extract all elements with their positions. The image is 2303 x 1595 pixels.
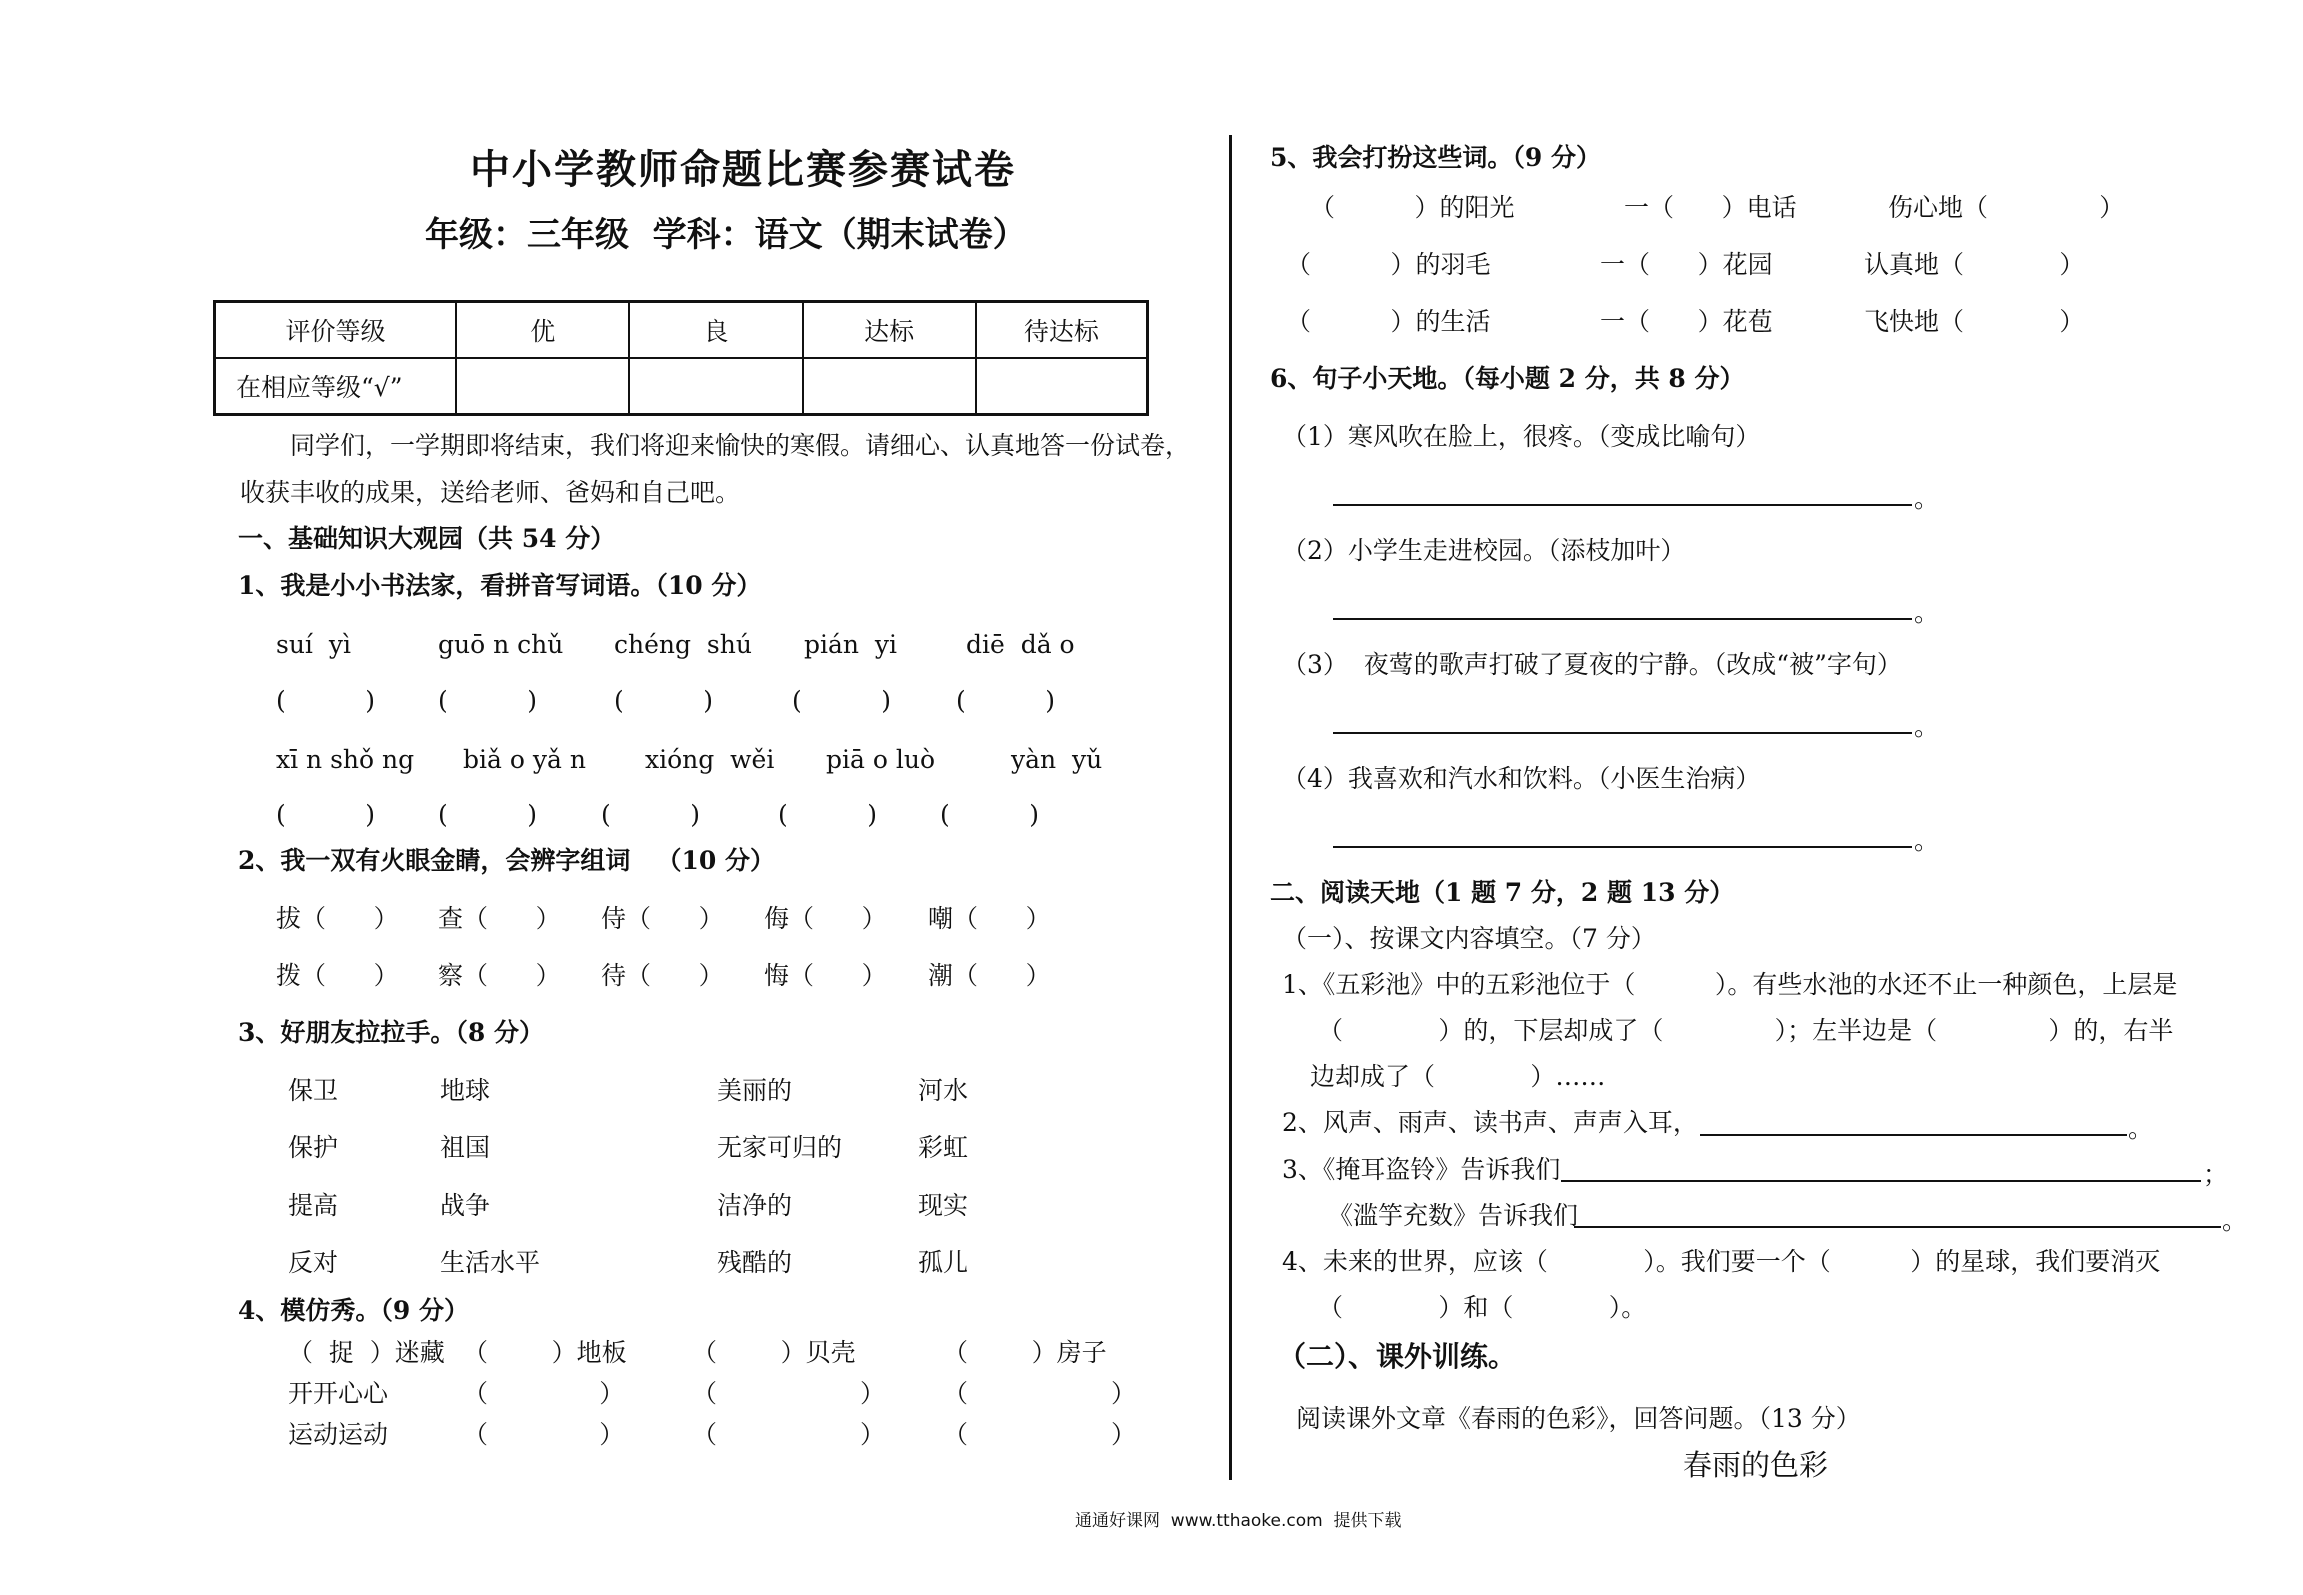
- imitate-item[interactable]: （ 捉 ）迷藏: [288, 1338, 445, 1367]
- exam-subtitle: 年级：三年级 学科：语文（期末试卷）: [425, 215, 1027, 255]
- pinyin: biǎ o yǎ n: [463, 745, 586, 774]
- pinyin: guō n chǔ: [438, 630, 564, 659]
- grade-header-good: 良: [629, 302, 802, 359]
- answer-blank[interactable]: ( ): [438, 800, 537, 829]
- end-mark: 。: [1914, 484, 1940, 513]
- match-word[interactable]: 河水: [918, 1076, 969, 1105]
- end-mark: ；: [2203, 1160, 2229, 1189]
- imitate-item[interactable]: （ ）: [463, 1379, 625, 1408]
- word-pair[interactable]: 侍（ ）: [601, 904, 724, 933]
- reading-q1-line3: 边却成了（ ）……: [1310, 1062, 1606, 1091]
- imitate-item[interactable]: （ ）: [943, 1420, 1137, 1449]
- answer-blank[interactable]: ( ): [438, 686, 537, 715]
- match-word[interactable]: 保卫: [288, 1076, 339, 1105]
- word-pair[interactable]: 待（ ）: [601, 961, 724, 990]
- reading-q2: 2、风声、雨声、读书声、声声入耳，: [1282, 1108, 1698, 1137]
- grade-header-needs-work: 待达标: [976, 302, 1148, 359]
- pinyin: xī n shǒ ng: [276, 745, 415, 774]
- answer-line[interactable]: [1333, 732, 1912, 734]
- word-pair[interactable]: 查（ ）: [438, 904, 561, 933]
- q2-title: 2、我一双有火眼金睛，会辨字组词 （10 分）: [238, 846, 776, 875]
- match-word[interactable]: 反对: [288, 1248, 339, 1277]
- answer-line[interactable]: [1333, 846, 1912, 848]
- grade-cell[interactable]: [976, 358, 1148, 415]
- imitate-item[interactable]: （ ）房子: [943, 1338, 1107, 1367]
- reading-q1-line2: （ ）的，下层却成了（ ）；左半边是（ ）的，右半: [1318, 1016, 2174, 1045]
- match-word[interactable]: 保护: [288, 1133, 339, 1162]
- sentence-prompt: （4）我喜欢和汽水和饮料。（小医生治病）: [1282, 764, 1761, 793]
- pinyin: diē dǎ o: [966, 630, 1075, 659]
- grade-cell[interactable]: [629, 358, 802, 415]
- reading-q4-line1: 4、未来的世界，应该（ ）。我们要一个（ ）的星球，我们要消灭: [1282, 1247, 2161, 1276]
- imitate-item[interactable]: （ ）地板: [463, 1338, 627, 1367]
- grade-cell[interactable]: [456, 358, 629, 415]
- answer-blank[interactable]: ( ): [614, 686, 713, 715]
- decorate-item[interactable]: 一（ ）电话: [1624, 193, 1797, 222]
- pinyin: piā o luò: [826, 745, 935, 774]
- decorate-item[interactable]: 认真地（ ）: [1864, 250, 2085, 279]
- part1-heading: 一、基础知识大观园（共 54 分）: [238, 524, 616, 553]
- match-word[interactable]: 残酷的: [717, 1248, 793, 1277]
- answer-blank[interactable]: ( ): [601, 800, 700, 829]
- reading-q3b: 《滥竽充数》告诉我们: [1328, 1201, 1579, 1230]
- imitate-item[interactable]: （ ）: [692, 1420, 886, 1449]
- grade-table: [213, 300, 1149, 416]
- reading-q1-line1: 1、《五彩池》中的五彩池位于（ ）。有些水池的水还不止一种颜色，上层是: [1282, 970, 2178, 999]
- reading-q3a: 3、《掩耳盗铃》告诉我们: [1282, 1155, 1561, 1184]
- answer-line[interactable]: [1561, 1180, 2201, 1182]
- pinyin: pián yi: [804, 630, 898, 659]
- footer-credit: 通通好课网 www.tthaoke.com 提供下载: [1075, 1511, 1402, 1531]
- decorate-item[interactable]: 飞快地（ ）: [1864, 307, 2085, 336]
- decorate-item[interactable]: （ ）的生活: [1286, 307, 1491, 336]
- sentence-prompt: （2）小学生走进校园。（添枝加叶）: [1282, 536, 1686, 565]
- answer-line[interactable]: [1700, 1134, 2127, 1136]
- imitate-item[interactable]: 运动运动: [288, 1420, 389, 1449]
- sentence-prompt: （1）寒风吹在脸上，很疼。（变成比喻句）: [1282, 422, 1761, 451]
- q1-title: 1、我是小小书法家，看拼音写词语。（10 分）: [238, 571, 762, 600]
- reading-title: 春雨的色彩: [1683, 1448, 1829, 1482]
- q3-title: 3、好朋友拉拉手。（8 分）: [238, 1018, 544, 1047]
- decorate-item[interactable]: 一（ ）花园: [1600, 250, 1773, 279]
- match-word[interactable]: 生活水平: [440, 1248, 541, 1277]
- word-pair[interactable]: 嘲（ ）: [928, 904, 1051, 933]
- decorate-item[interactable]: 伤心地（ ）: [1888, 193, 2125, 222]
- part2-heading: 二、阅读天地（1 题 7 分，2 题 13 分）: [1270, 878, 1735, 907]
- pinyin: suí yì: [276, 630, 351, 659]
- match-word[interactable]: 美丽的: [717, 1076, 793, 1105]
- part2-sub1: （一）、按课文内容填空。（7 分）: [1282, 924, 1656, 953]
- answer-blank[interactable]: ( ): [956, 686, 1055, 715]
- answer-blank[interactable]: ( ): [276, 686, 375, 715]
- pinyin: yàn yǔ: [1011, 745, 1103, 774]
- decorate-item[interactable]: 一（ ）花苞: [1600, 307, 1773, 336]
- word-pair[interactable]: 察（ ）: [438, 961, 561, 990]
- match-word[interactable]: 无家可归的: [717, 1133, 843, 1162]
- pinyin: chéng shú: [614, 630, 752, 659]
- answer-blank[interactable]: ( ): [940, 800, 1039, 829]
- answer-blank[interactable]: ( ): [778, 800, 877, 829]
- end-mark: 。: [1914, 598, 1940, 627]
- match-word[interactable]: 祖国: [440, 1133, 491, 1162]
- word-pair[interactable]: 拔（ ）: [276, 904, 399, 933]
- grade-cell[interactable]: [803, 358, 976, 415]
- word-pair[interactable]: 侮（ ）: [764, 904, 887, 933]
- match-word[interactable]: 彩虹: [918, 1133, 969, 1162]
- word-pair[interactable]: 潮（ ）: [928, 961, 1051, 990]
- match-word[interactable]: 洁净的: [717, 1191, 793, 1220]
- sentence-prompt: （3） 夜莺的歌声打破了夏夜的宁静。（改成“被”字句）: [1282, 650, 1902, 679]
- part2-sub2: （二）、课外训练。: [1278, 1340, 1517, 1373]
- decorate-item[interactable]: （ ）的阳光: [1310, 193, 1515, 222]
- grade-row-label: 在相应等级“√”: [215, 358, 457, 415]
- column-divider: [1229, 135, 1232, 1480]
- intro-line-1: 同学们，一学期即将结束，我们将迎来愉快的寒假。请细心、认真地答一份试卷，: [290, 431, 1191, 460]
- imitate-item[interactable]: （ ）: [943, 1379, 1137, 1408]
- word-pair[interactable]: 悔（ ）: [764, 961, 887, 990]
- end-mark: 。: [1914, 712, 1940, 741]
- grade-header-pass: 达标: [803, 302, 976, 359]
- match-word[interactable]: 现实: [918, 1191, 969, 1220]
- end-mark: 。: [2128, 1114, 2154, 1143]
- end-mark: 。: [1914, 826, 1940, 855]
- end-mark: 。: [2222, 1206, 2248, 1235]
- imitate-item[interactable]: （ ）: [463, 1420, 625, 1449]
- answer-line[interactable]: [1333, 504, 1912, 506]
- answer-blank[interactable]: ( ): [276, 800, 375, 829]
- answer-line[interactable]: [1574, 1226, 2221, 1228]
- answer-blank[interactable]: ( ): [792, 686, 891, 715]
- intro-line-2: 收获丰收的成果，送给老师、爸妈和自己吧。: [240, 478, 741, 507]
- answer-line[interactable]: [1333, 618, 1912, 620]
- q5-title: 5、我会打扮这些词。（9 分）: [1270, 143, 1601, 172]
- q6-title: 6、句子小天地。（每小题 2 分，共 8 分）: [1270, 364, 1745, 393]
- imitate-item[interactable]: （ ）贝壳: [692, 1338, 856, 1367]
- reading-prompt: 阅读课外文章《春雨的色彩》，回答问题。（13 分）: [1296, 1404, 1861, 1433]
- pinyin: xióng wěi: [645, 745, 775, 774]
- imitate-item[interactable]: 开开心心: [288, 1379, 389, 1408]
- exam-title: 中小学教师命题比赛参赛试卷: [470, 146, 1016, 193]
- grade-header-excellent: 优: [456, 302, 629, 359]
- match-word[interactable]: 孤儿: [918, 1248, 969, 1277]
- match-word[interactable]: 地球: [440, 1076, 491, 1105]
- decorate-item[interactable]: （ ）的羽毛: [1286, 250, 1491, 279]
- match-word[interactable]: 战争: [440, 1191, 491, 1220]
- reading-q4-line2: （ ）和（ ）。: [1318, 1293, 1647, 1322]
- imitate-item[interactable]: （ ）: [692, 1379, 886, 1408]
- grade-header-label: 评价等级: [215, 302, 457, 359]
- word-pair[interactable]: 拨（ ）: [276, 961, 399, 990]
- match-word[interactable]: 提高: [288, 1191, 339, 1220]
- q4-title: 4、模仿秀。（9 分）: [238, 1296, 469, 1325]
